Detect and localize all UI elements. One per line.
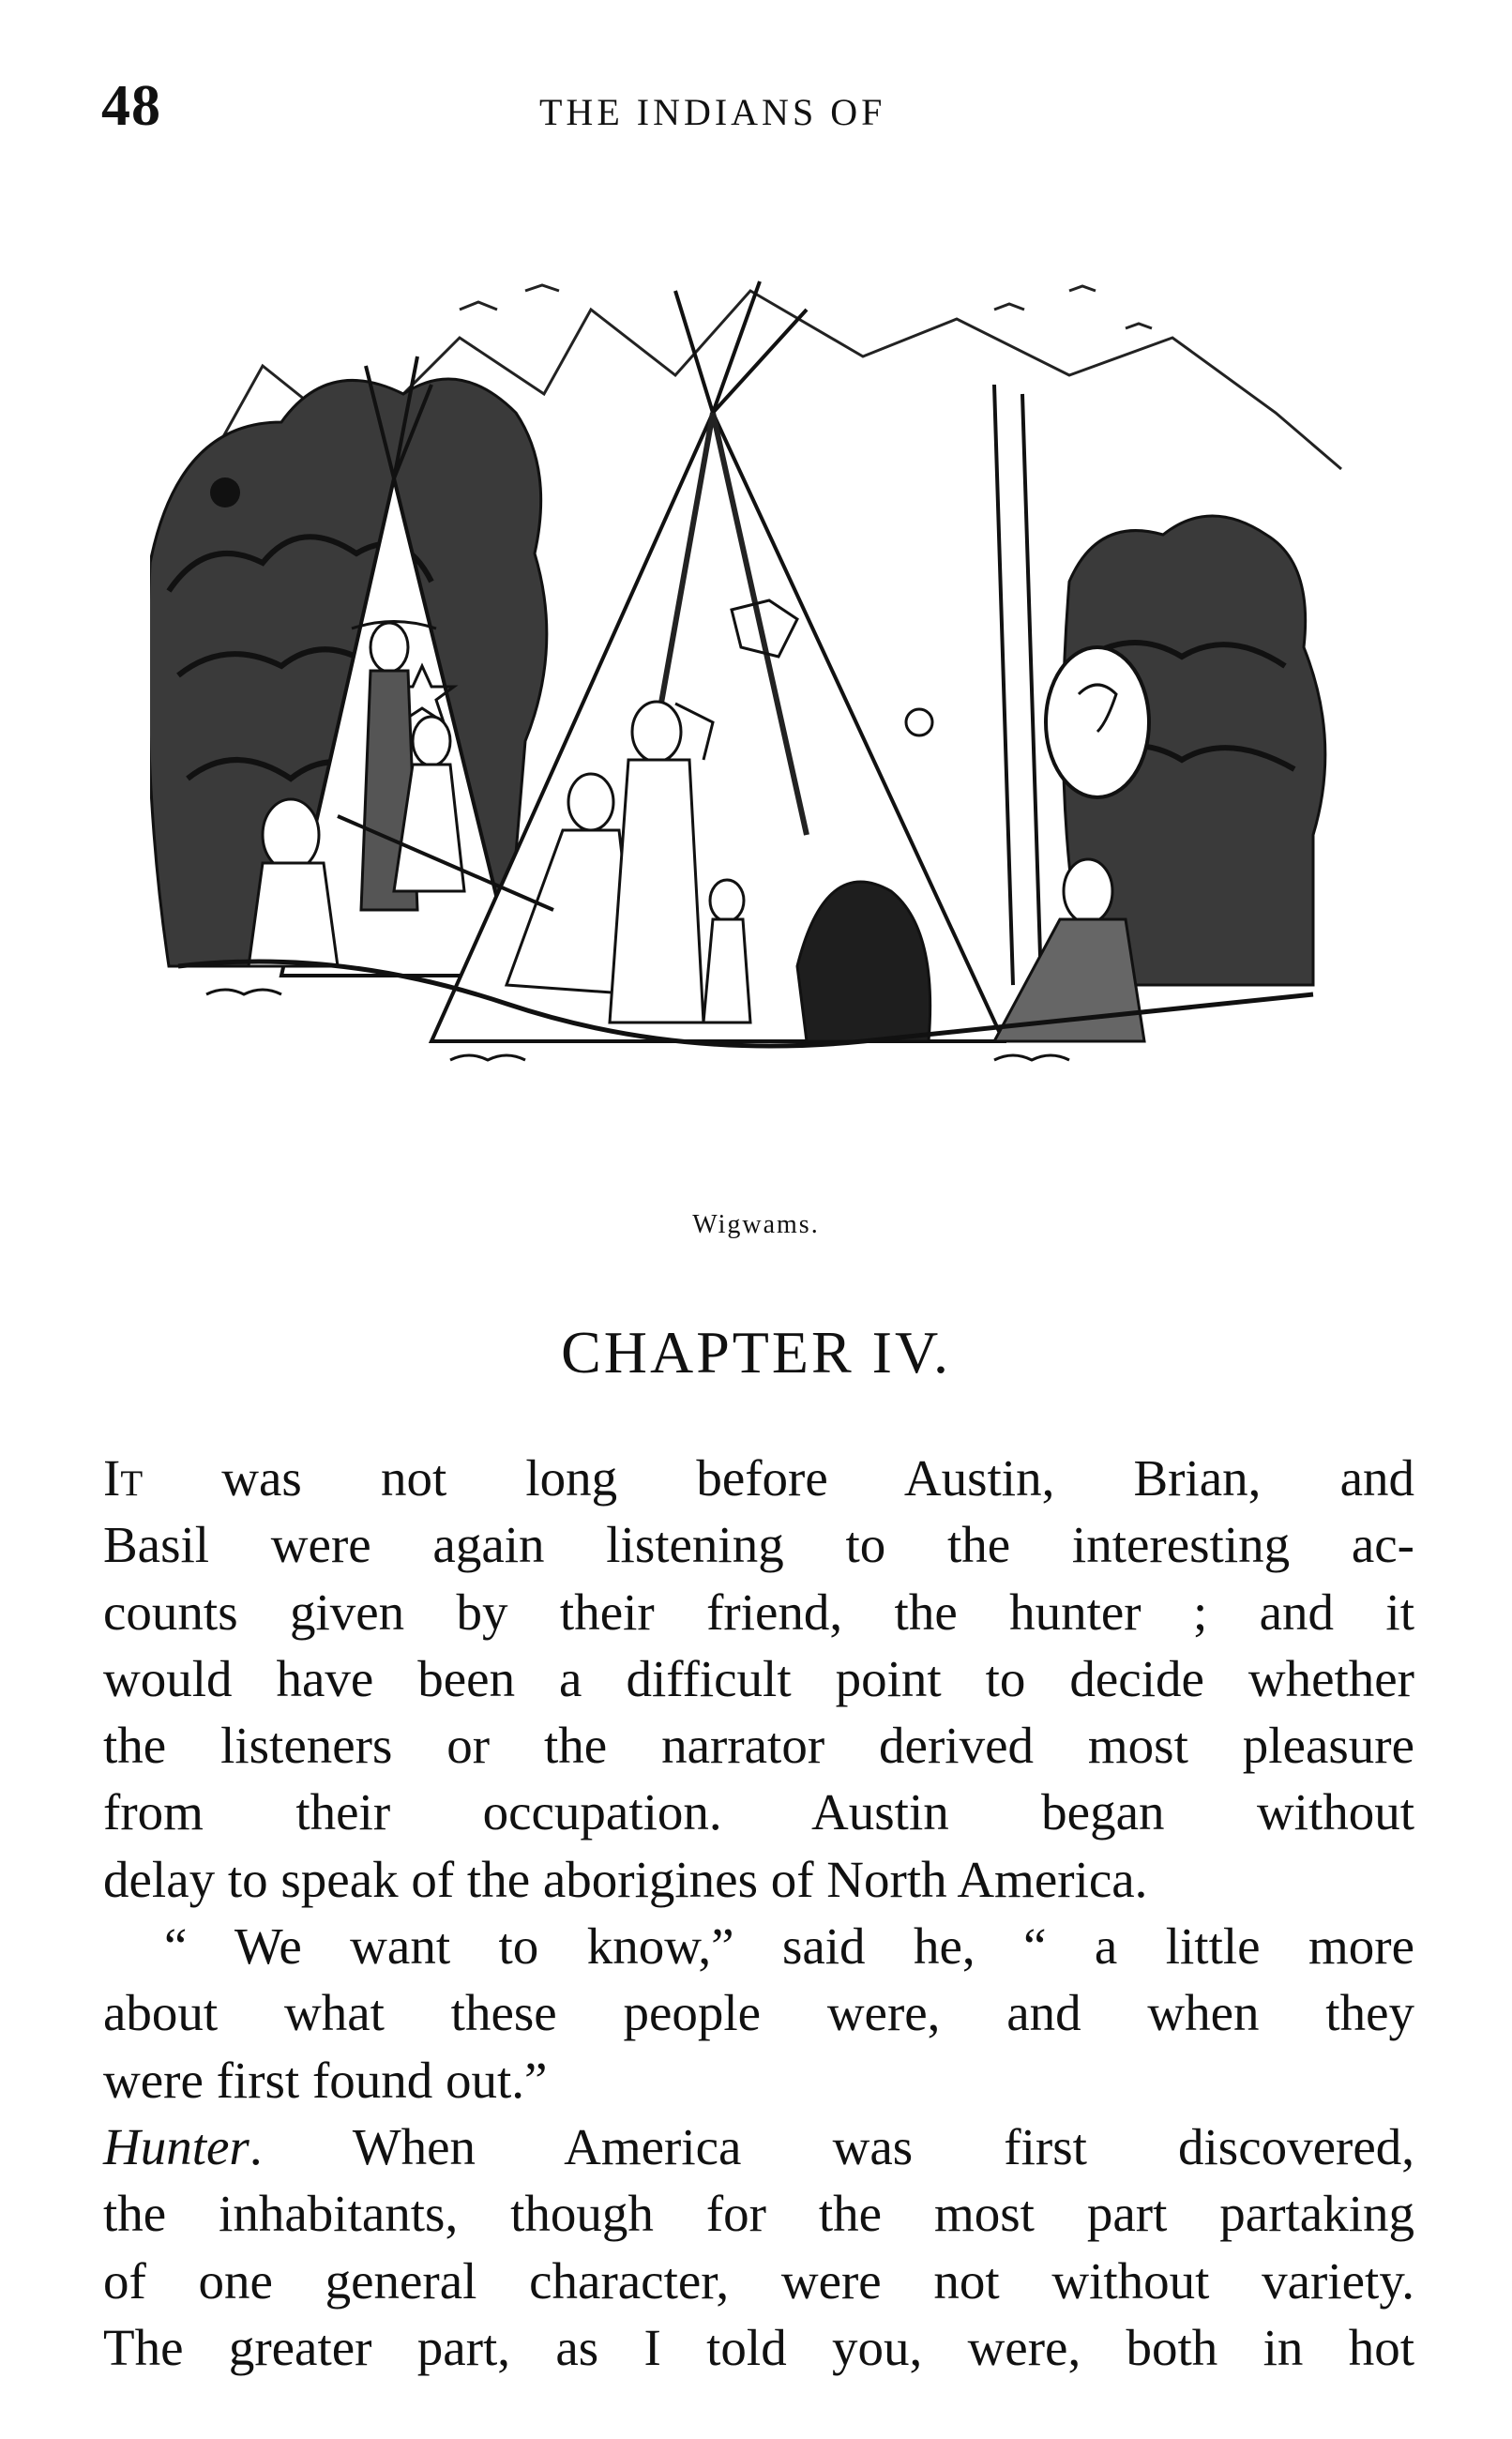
text-line: of one general character, were not without variety. [103, 2251, 1414, 2310]
page-number: 48 [101, 74, 161, 138]
running-head: THE INDIANS OF [539, 91, 886, 133]
text-line: the listeners or the narrator derived most pleasure [103, 1717, 1414, 1775]
wigwams-illustration [150, 253, 1360, 1201]
body-text [103, 1445, 1414, 2381]
text-line: counts given by their friend, the hunter ; and it [103, 1583, 1414, 1641]
text-line: Hunter. When America was first discovered, [103, 2117, 1414, 2175]
text-line: were first found out.” [103, 2051, 548, 2109]
text-line: The greater part, as I told you, were, both in hot [103, 2318, 1414, 2376]
illustration-caption: Wigwams. [692, 1210, 820, 1239]
text-line: It was not long before Austin, Brian, and [103, 1449, 1414, 1507]
text-line: Basil were again listening to the interesting ac- [103, 1516, 1414, 1574]
text-line: about what these people were, and when they [103, 1984, 1414, 2042]
text-line: would have been a difficult point to decide whether [103, 1649, 1414, 1707]
text-line: delay to speak of the aborigines of North America. [103, 1850, 1148, 1908]
speaker-name: Hunter [103, 2117, 249, 2175]
text-line: from their occupation. Austin began without [103, 1783, 1414, 1841]
chapter-title: CHAPTER IV. [561, 1319, 951, 1386]
text-line: the inhabitants, though for the most part partaking [103, 2185, 1414, 2243]
drop-word: It [103, 1449, 144, 1507]
text-line: “ We want to know,” said he, “ a little more [164, 1917, 1414, 1976]
